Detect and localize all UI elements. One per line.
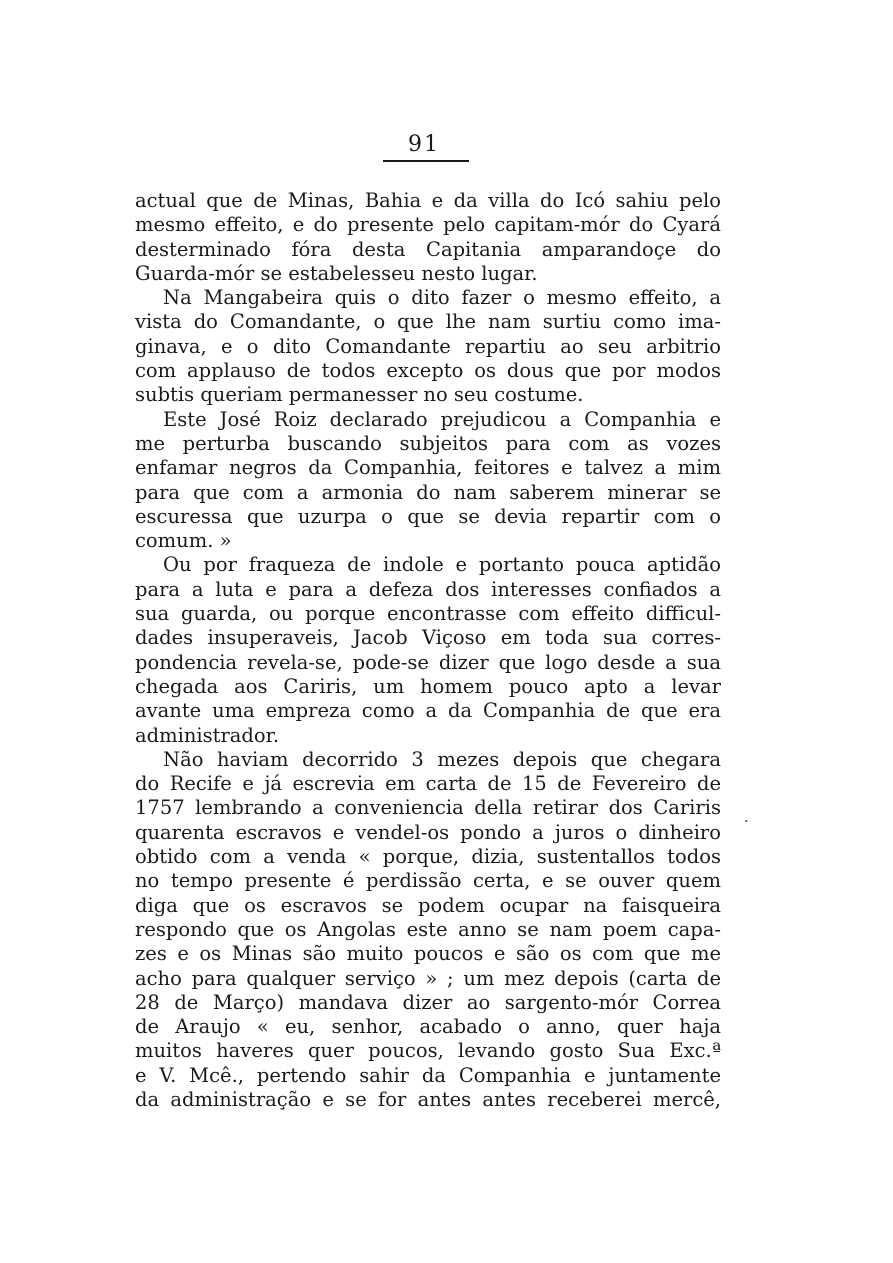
text-line: Não haviam decorrido 3 mezes depois que chegara bbox=[163, 747, 721, 771]
text-line: 1757 lembrando a conveniencia della retirar dos Cariris bbox=[135, 796, 721, 820]
text-line: de Araujo « eu, senhor, acabado o anno, quer haja bbox=[135, 1015, 721, 1039]
text-line: vista do Comandante, o que lhe nam surtiu como ima- bbox=[135, 310, 721, 334]
text-line: no tempo presente é perdissão certa, e se ouver quem bbox=[135, 869, 721, 893]
text-line: 28 de Março) mandava dizer ao sargento-mór Correa bbox=[135, 990, 721, 1014]
text-line: Este José Roiz declarado prejudicou a Companhia e bbox=[163, 407, 721, 431]
text-line: chegada aos Cariris, um homem pouco apto a levar bbox=[135, 674, 721, 698]
text-line: respondo que os Angolas este anno se nam poem capa- bbox=[135, 917, 721, 941]
text-line: enfamar negros da Companhia, feitores e talvez a mim bbox=[135, 456, 721, 480]
text-line: Na Mangabeira quis o dito fazer o mesmo effeito, a bbox=[163, 286, 721, 310]
text-line: do Recife e já escrevia em carta de 15 de Fevereiro de bbox=[135, 772, 721, 796]
text-line: desterminado fóra desta Capitania amparandoçe do bbox=[135, 237, 721, 261]
text-line: subtis queriam permanesser no seu costume. bbox=[135, 383, 584, 407]
text-line: pondencia revela-se, pode-se dizer que logo desde a sua bbox=[135, 650, 721, 674]
text-line: e V. Mcê., pertendo sahir da Companhia e juntamente bbox=[135, 1063, 721, 1087]
text-line: para que com a armonia do nam saberem minerar se bbox=[135, 480, 721, 504]
text-line: administrador. bbox=[135, 723, 280, 747]
text-line: sua guarda, ou porque encontrasse com effeito difficul- bbox=[135, 602, 721, 626]
text-line: Ou por fraqueza de indole e portanto pouca aptidão bbox=[163, 553, 721, 577]
text-line: obtido com a venda « porque, dizia, sustentallos todos bbox=[135, 845, 721, 869]
text-line: com applauso de todos excepto os dous que por modos bbox=[135, 359, 721, 383]
text-line: ginava, e o dito Comandante repartiu ao seu arbitrio bbox=[135, 334, 721, 358]
text-line: muitos haveres quer poucos, levando gosto Sua Exc.ª bbox=[135, 1039, 721, 1063]
text-line: me perturba buscando subjeitos para com as vozes bbox=[135, 431, 721, 455]
text-line: escuressa que uzurpa o que se devia repartir com o bbox=[135, 504, 721, 528]
text-line: da administração e se for antes antes receberei mercê, bbox=[135, 1087, 721, 1111]
margin-mark: · bbox=[744, 814, 749, 830]
text-line: quarenta escravos e vendel-os pondo a juros o dinheiro bbox=[135, 820, 721, 844]
text-line: actual que de Minas, Bahia e da villa do Icó sahiu pelo bbox=[135, 189, 721, 212]
text-line: diga que os escravos se podem ocupar na faisqueira bbox=[135, 893, 721, 917]
text-line: dades insuperaveis, Jacob Viçoso em toda sua corres- bbox=[135, 626, 721, 650]
text-line: comum. » bbox=[135, 529, 232, 553]
page-number: 91 bbox=[408, 132, 440, 157]
page-number-rule bbox=[383, 160, 469, 162]
text-line: zes e os Minas são muito poucos e são os com que me bbox=[135, 942, 721, 966]
text-line: mesmo effeito, e do presente pelo capitam-mór do Cyará bbox=[135, 213, 721, 237]
text-line: para a luta e para a defeza dos interesses confiados a bbox=[135, 577, 721, 601]
text-line: Guarda-mór se estabelesseu nesto lugar. bbox=[135, 261, 538, 285]
body-text bbox=[135, 189, 721, 1112]
text-line: avante uma empreza como a da Companhia de que era bbox=[135, 699, 721, 723]
text-line: acho para qualquer serviço » ; um mez depois (carta de bbox=[135, 966, 721, 990]
